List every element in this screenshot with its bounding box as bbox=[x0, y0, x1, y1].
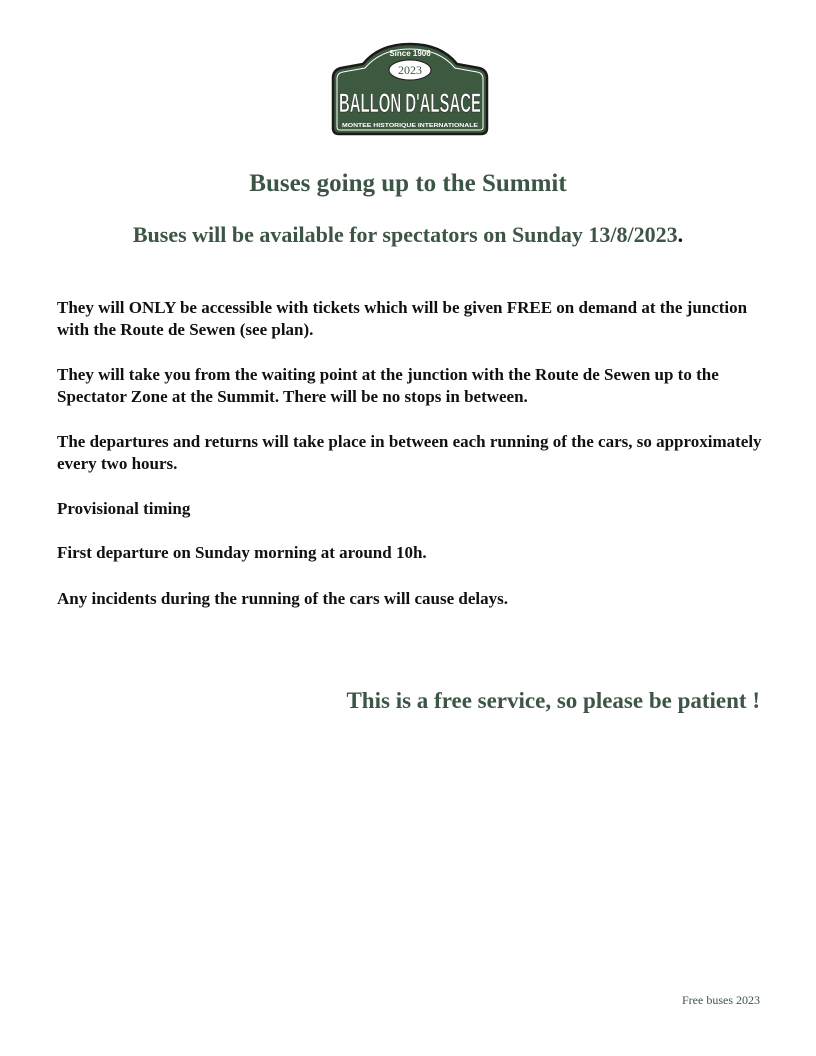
ballon-dalsace-logo bbox=[329, 42, 491, 136]
logo-since-text: Since 1906 bbox=[389, 49, 431, 58]
page-footer: Free buses 2023 bbox=[682, 993, 760, 1007]
closing-statement: This is a free service, so please be patient ! bbox=[346, 688, 760, 713]
subtitle-text: Buses will be available for spectators on Sunday 13/8/2023 bbox=[132, 222, 678, 247]
paragraph-first-departure: First departure on Sunday morning at around 10h. bbox=[57, 543, 427, 562]
paragraph-provisional-timing: Provisional timing bbox=[57, 499, 191, 518]
page-subtitle bbox=[0, 220, 816, 250]
logo-name-text: BALLON D'ALSACE bbox=[339, 88, 481, 118]
page-title: Buses going up to the Summit bbox=[249, 170, 567, 197]
paragraph-departures: The departures and returns will take place in between each running of the cars, so approximately every two hours. bbox=[57, 432, 762, 473]
logo-year-text: 2023 bbox=[398, 63, 422, 77]
paragraph-incidents: Any incidents during the running of the cars will cause delays. bbox=[57, 589, 509, 608]
paragraph-route: They will take you from the waiting point at the junction with the Route de Sewen up to the Spectator Zone at the Summit. There will be no stops in between. bbox=[57, 365, 719, 406]
subtitle-period: . bbox=[677, 222, 684, 247]
logo-tagline-text: MONTEE HISTORIQUE INTERNATIONALE bbox=[342, 123, 479, 129]
paragraph-tickets: They will ONLY be accessible with tickets which will be given FREE on demand at the junction with the Route de Sewen (see plan). bbox=[57, 298, 748, 339]
